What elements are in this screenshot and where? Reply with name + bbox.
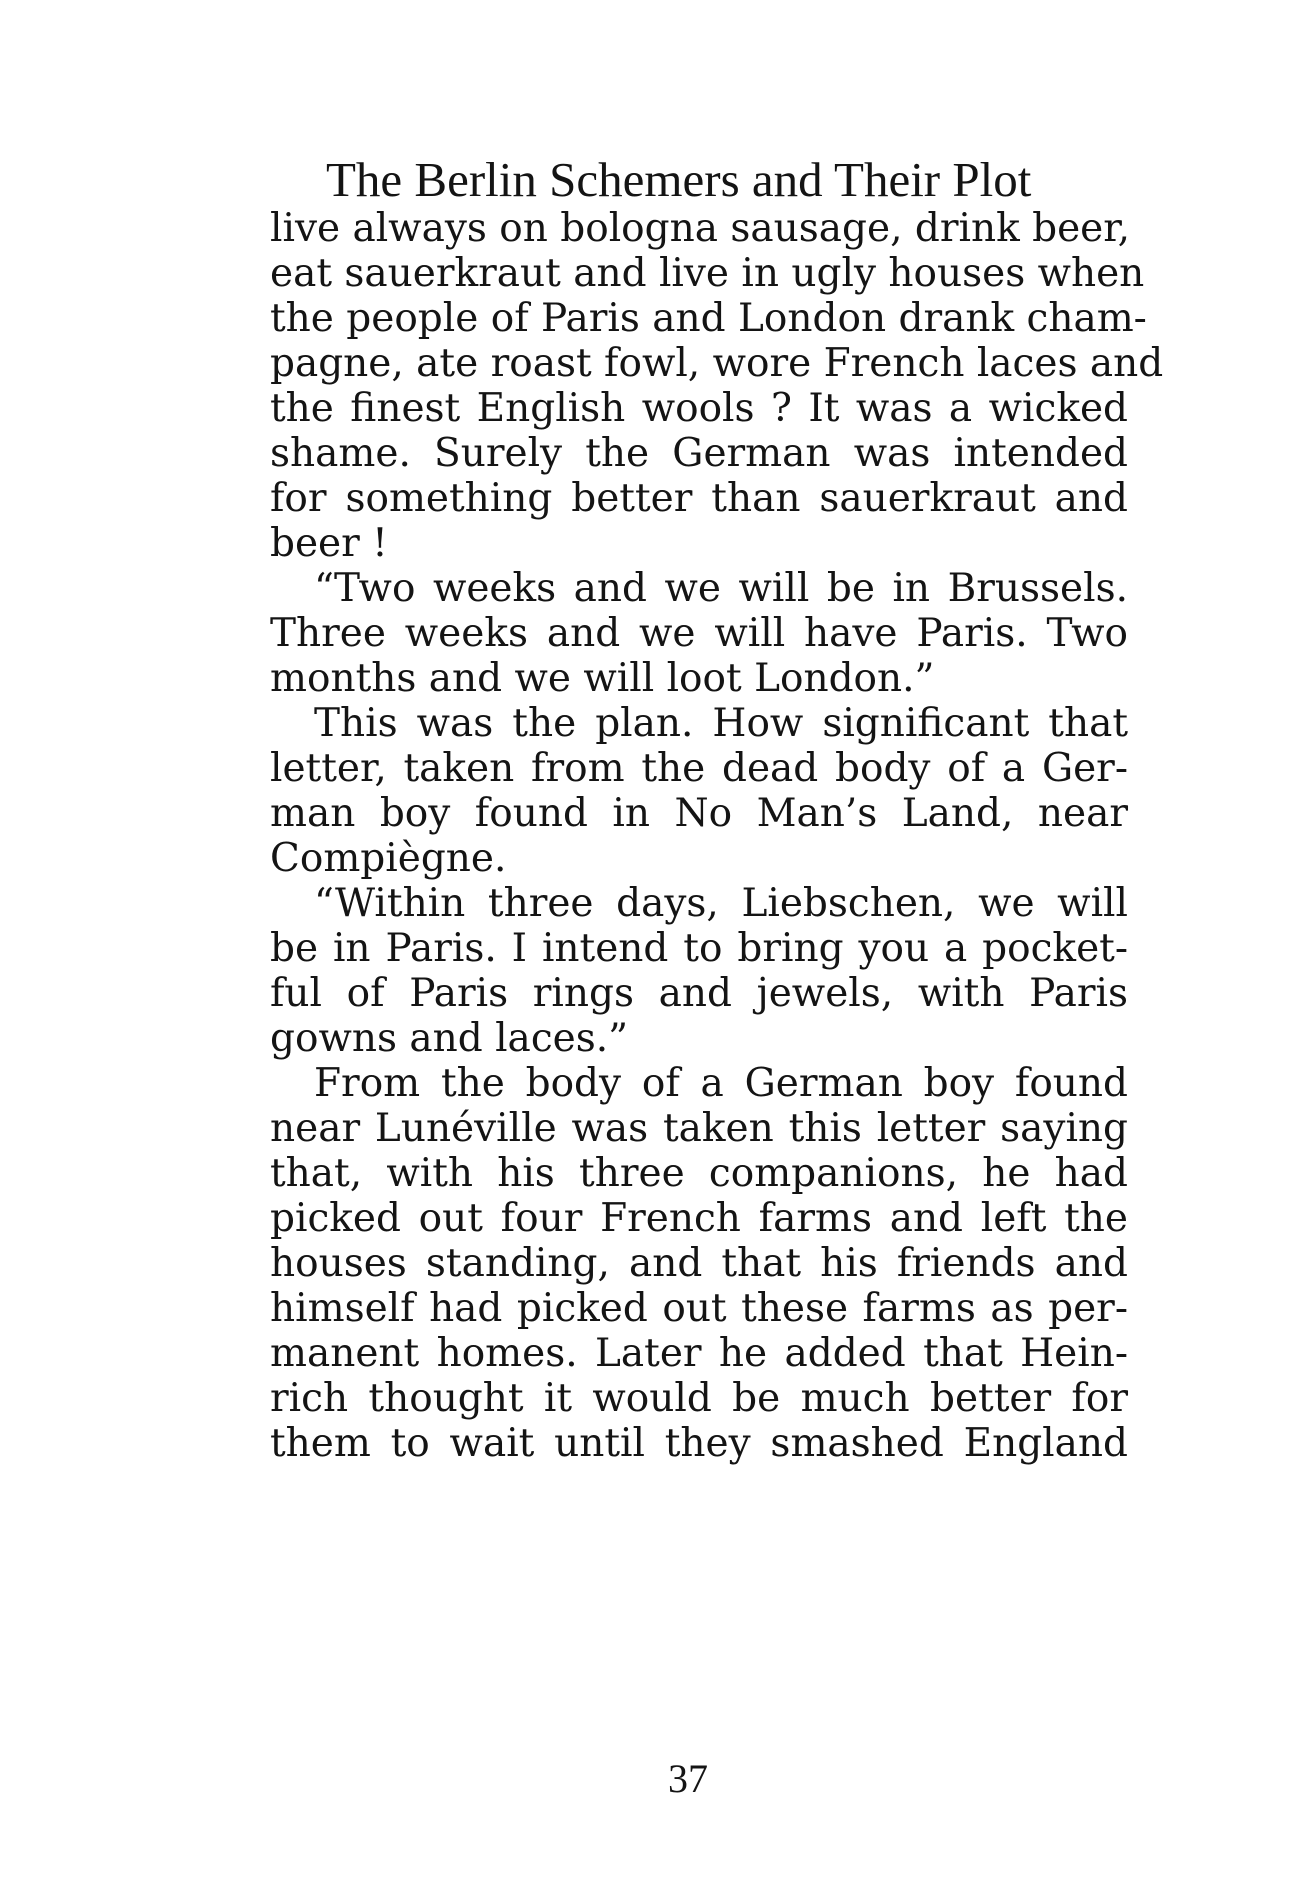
running-title: The Berlin Schemers and Their Plot <box>326 152 1032 207</box>
text-line: “Within three days, Liebschen, we will <box>314 881 1128 926</box>
text-line: letter, taken from the dead body of a Ger- <box>270 746 1128 791</box>
text-line: houses standing, and that his friends and <box>270 1241 1128 1286</box>
text-line: rich thought it would be much better for <box>270 1376 1128 1421</box>
text-line: shame. Surely the German was intended <box>270 431 1128 476</box>
text-line: the people of Paris and London drank cham- <box>270 296 1147 341</box>
text-line: eat sauerkraut and live in ugly houses when <box>270 251 1145 296</box>
text-line: Compiègne. <box>270 836 507 881</box>
text-line: that, with his three companions, he had <box>270 1151 1128 1196</box>
text-line: beer ! <box>270 521 388 566</box>
text-line: Three weeks and we will have Paris. Two <box>270 611 1128 656</box>
text-line: manent homes. Later he added that Hein- <box>270 1331 1128 1376</box>
text-line: near Lunéville was taken this letter saying <box>270 1106 1128 1151</box>
text-line: be in Paris. I intend to bring you a pocket- <box>270 926 1128 971</box>
text-line: the finest English wools ? It was a wicked <box>270 386 1128 431</box>
text-line: live always on bologna sausage, drink beer, <box>270 206 1130 251</box>
text-line: for something better than sauerkraut and <box>270 476 1128 521</box>
text-line: This was the plan. How significant that <box>314 701 1128 746</box>
page-number: 37 <box>668 1756 708 1801</box>
text-line: “Two weeks and we will be in Brussels. <box>314 566 1128 611</box>
text-line: pagne, ate roast fowl, wore French laces and <box>270 341 1164 386</box>
text-line: picked out four French farms and left the <box>270 1196 1128 1241</box>
text-line: himself had picked out these farms as per- <box>270 1286 1128 1331</box>
text-line: From the body of a German boy found <box>314 1061 1128 1106</box>
text-line: man boy found in No Man’s Land, near <box>270 791 1128 836</box>
text-line: gowns and laces.” <box>270 1016 629 1061</box>
text-line: months and we will loot London.” <box>270 656 935 701</box>
text-line: them to wait until they smashed England <box>270 1421 1128 1466</box>
text-line: ful of Paris rings and jewels, with Paris <box>270 971 1128 1016</box>
